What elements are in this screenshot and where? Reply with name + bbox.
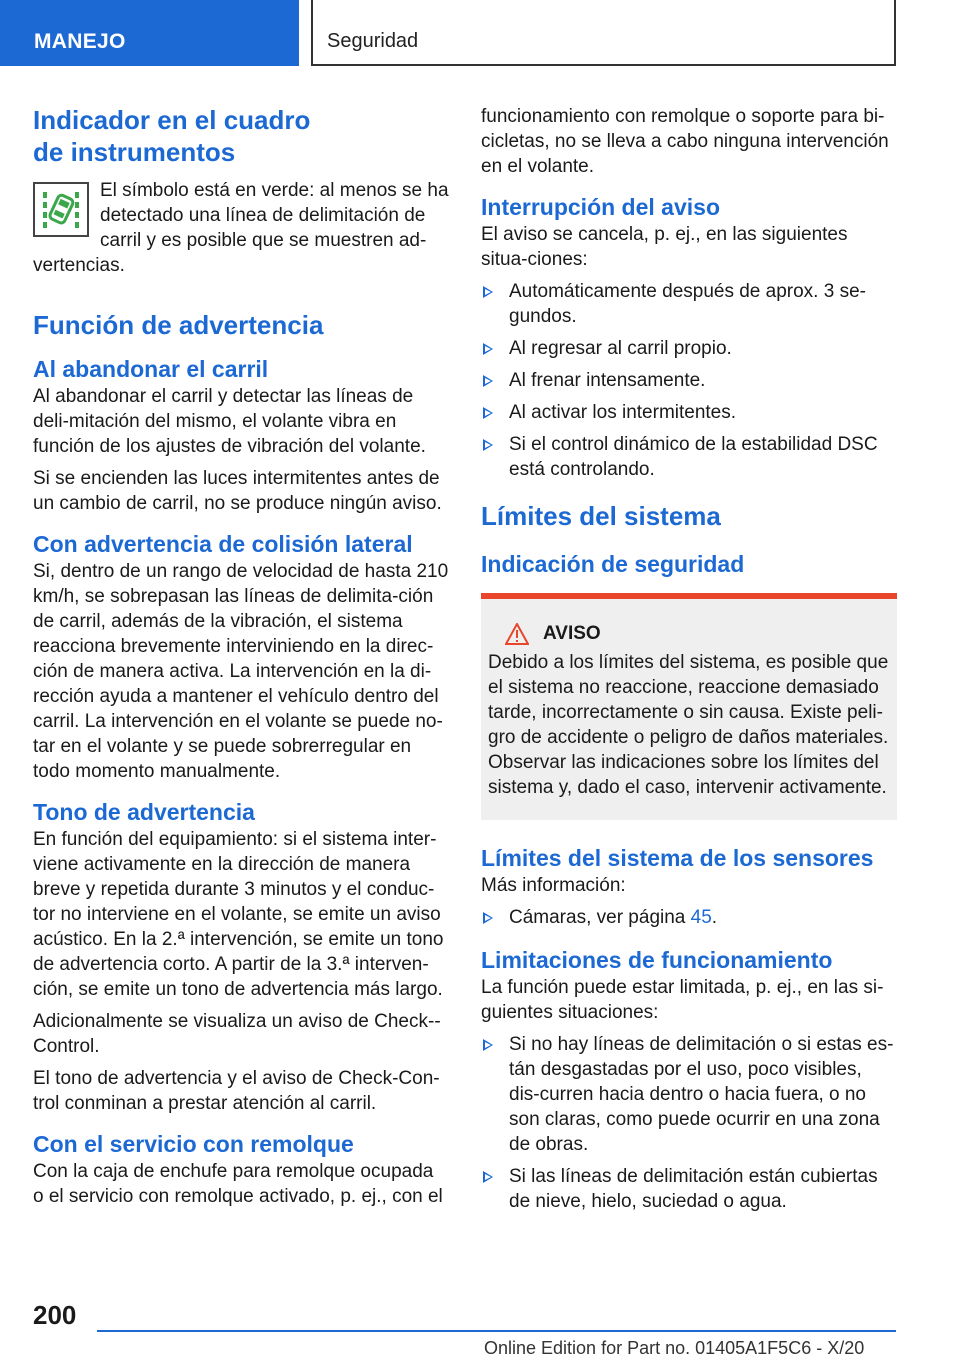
leaving-paragraph-2: Si se encienden las luces intermitentes antes de un cambio de carril, no se produce ningún aviso. (33, 468, 442, 514)
warning-text: Debido a los límites del sistema, es posible que el sistema no reaccione, reaccione demasiado tarde, incorrectamente o sin causa. Existe peli-gro de accidente o peligro de daños materiales. Observar las indicaciones sobre los límites del sistema y, dado el caso, intervenir activamente. (488, 652, 889, 798)
sensor-list (481, 905, 897, 930)
functional-limits-list (481, 1032, 897, 1214)
heading-trailer: Con el servicio con remolque (33, 1131, 354, 1157)
tone-paragraph-1: En función del equipamiento: si el sistema inter-viene activamente en la dirección de manera breve y repetida durante 3 minutos y el conduc-tor no interviene en el volante, se emite un aviso acústico. En la 2.ª intervención, se emite un tono de advertencia corto. A partir de la 3.ª interven-ción, se emite un tono de advertencia más largo. (33, 829, 444, 1000)
list-item: Al activar los intermitentes. (481, 400, 897, 425)
tone-paragraph-3: El tono de advertencia y el aviso de Check-Con-trol conminan a prestar atención al carril. (33, 1068, 440, 1114)
right-column (481, 104, 897, 1221)
triangle-bullet-icon (483, 439, 493, 451)
list-item: Si el control dinámico de la estabilidad DSC está controlando. (481, 432, 897, 482)
interruption-paragraph: El aviso se cancela, p. ej., en las siguientes situa-ciones: (481, 224, 848, 270)
left-column (33, 104, 449, 1216)
triangle-bullet-icon (483, 1171, 493, 1183)
footer-edition: Online Edition for Part no. 01405A1F5C6 - X/20 (484, 1338, 865, 1358)
header-section-label: MANEJO (34, 30, 126, 53)
header-topic-label: Seguridad (327, 30, 419, 52)
header-section-tab (0, 0, 299, 66)
heading-sensor-limits: Límites del sistema de los sensores (481, 845, 874, 871)
functional-limits-paragraph: La función puede estar limitada, p. ej., en las si-guientes situaciones: (481, 977, 884, 1023)
heading-leaving-lane: Al abandonar el carril (33, 356, 269, 382)
footer-divider (97, 1330, 896, 1332)
trailer-paragraph: Con la caja de enchufe para remolque ocupada o el servicio con remolque activado, p. ej., con el (33, 1161, 443, 1207)
triangle-bullet-icon (483, 343, 493, 355)
header-topic-box (311, 0, 896, 66)
lane-departure-icon (33, 182, 89, 237)
heading-side-collision: Con advertencia de colisión lateral (33, 531, 413, 557)
list-item: Cámaras, ver página 45. (481, 905, 897, 930)
list-item: Automáticamente después de aprox. 3 se-gundos. (481, 279, 897, 329)
heading-indicator: Indicador en el cuadro de instrumentos (33, 105, 311, 167)
more-info-label: Más información: (481, 875, 626, 896)
page-reference-link[interactable]: 45 (690, 907, 712, 928)
page-number: 200 (33, 1300, 77, 1330)
warning-box (481, 593, 897, 820)
triangle-bullet-icon (483, 1039, 493, 1051)
list-item: Al frenar intensamente. (481, 368, 897, 393)
triangle-bullet-icon (483, 375, 493, 387)
warning-title: AVISO (543, 623, 601, 644)
interruption-list (481, 279, 897, 482)
triangle-bullet-icon (483, 912, 493, 924)
heading-functional-limits: Limitaciones de funcionamiento (481, 947, 833, 973)
heading-safety-note: Indicación de seguridad (481, 551, 745, 577)
leaving-paragraph-1: Al abandonar el carril y detectar las líneas de deli-mitación del mismo, el volante vibra en función de los ajustes de vibración del volante. (33, 386, 426, 457)
heading-system-limits: Límites del sistema (481, 501, 721, 531)
warning-triangle-icon (505, 623, 529, 645)
triangle-bullet-icon (483, 286, 493, 298)
list-item: Al regresar al carril propio. (481, 336, 897, 361)
tone-paragraph-2: Adicionalmente se visualiza un aviso de Check--Control. (33, 1011, 441, 1057)
triangle-bullet-icon (483, 407, 493, 419)
heading-interruption: Interrupción del aviso (481, 194, 720, 220)
trailer-continuation: funcionamiento con remolque o soporte para bi-cicletas, no se lleva a cabo ninguna intervención en el volante. (481, 106, 889, 177)
collision-paragraph: Si, dentro de un rango de velocidad de hasta 210 km/h, se sobrepasan las líneas de delimita-ción de carril, además de la vibración, el sistema reacciona brevemente interviniendo en la direc-ción de manera activa. La intervención en la di-rección ayuda a mantener el vehículo dentro del carril. La intervención en el volante se puede no-tar en el volante y se puede sobrerregular en todo momento manualmente. (33, 561, 449, 782)
list-item: Si las líneas de delimitación están cubiertas de nieve, hielo, suciedad o agua. (481, 1164, 897, 1214)
list-item: Si no hay líneas de delimitación o si estas es-tán desgastadas por el uso, poco visibles, dis-curren hacia dentro o hacia fuera, o no son claras, como puede ocurrir en una zona de obras. (481, 1032, 897, 1157)
heading-warning-tone: Tono de advertencia (33, 799, 255, 825)
indicator-text: El símbolo está en verde: al menos se ha detectado una línea de delimitación de carril y es posible que se muestren ad-vertencias. (33, 180, 449, 276)
heading-warning-function: Función de advertencia (33, 310, 324, 340)
